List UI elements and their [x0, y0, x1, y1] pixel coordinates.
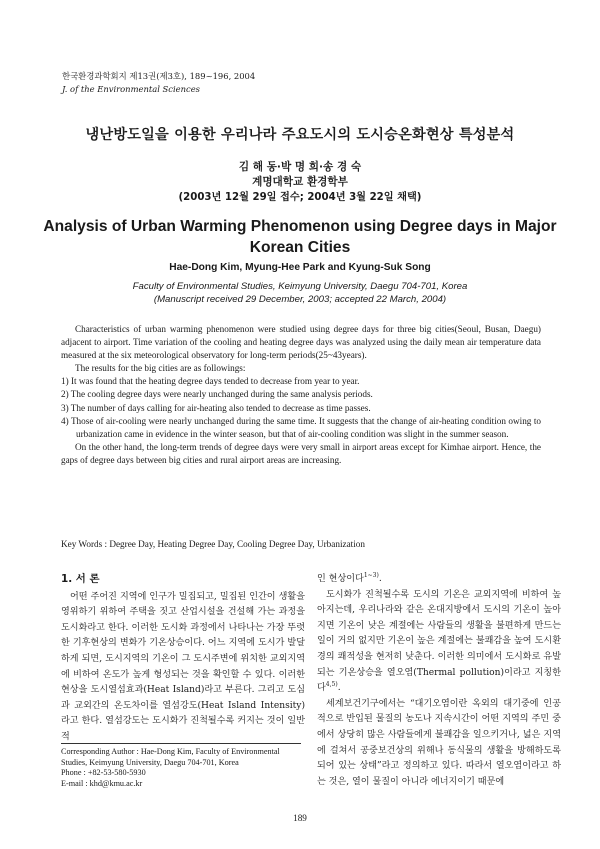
- footnote-line: Corresponding Author : Hae-Dong Kim, Faculty of Environmental: [61, 747, 280, 756]
- english-affiliation: Faculty of Environmental Studies, Keimyung University, Daegu 704-701, Korea: [132, 281, 468, 292]
- abstract-result-item: 4) Those of air-cooling were nearly unchanged during the same time. It suggests that the change of air-heating condition owing to urbanization came in evidence in the winter season, but that of air-cooling condition was slight in the summer season.: [61, 415, 541, 439]
- body-text: .: [337, 683, 341, 694]
- body-paragraph: [317, 588, 561, 697]
- journal-header: [62, 70, 255, 96]
- abstract-paragraph-2: The results for the big cities are as followings:: [75, 363, 246, 374]
- footnote-email: E-mail : khd@kmu.ac.kr: [61, 778, 143, 788]
- body-column-left: [61, 572, 305, 746]
- footnote-phone: Phone : +82-53-580-5930: [61, 768, 146, 778]
- english-dates: (Manuscript received 29 December, 2003; accepted 22 March, 2004): [153, 294, 447, 305]
- abstract: [61, 323, 541, 467]
- body-paragraph: 어떤 주어진 지역에 인구가 밀집되고, 밀집된 인간이 생활을 영위하기 위하여 주택을 짓고 산업시설을 건설해 가는 과정을 도시화라고 한다. 이러한 도시화 과정에서 나타나는 가장 뚜렷한 기후현상의 변화가 기온상승이다. 어느 지역에 도시가 발달하게 되면, 도시지역의 기온이 그 도시주변에 위치한 교외지역에 비하여 온도가 높게 형성되는 것을 확인할 수 있다. 이러한 현상을 도시열섬효과(Heat Island)라고 부른다. 그리고 도심과 교외간의 온도차이를 열섬강도(Heat Island Intensity)라고 한다. 열섬강도는 도시화가 진척될수록 커지는 것이 일반적: [61, 591, 305, 742]
- body-text: .: [378, 574, 382, 584]
- corresponding-author-footnote: [61, 743, 301, 789]
- korean-author-block: [0, 160, 600, 205]
- body-paragraph-continued: [317, 572, 561, 588]
- korean-authors: 김 해 동·박 명 희·송 경 숙: [238, 161, 362, 173]
- abstract-result-item: 3) The number of days calling for air-heating also tended to decrease as time passes.: [61, 402, 371, 413]
- abstract-result-item: 1) It was found that the heating degree days tended to decrease from year to year.: [61, 376, 360, 387]
- abstract-result-item: 2) The cooling degree days were nearly unchanged during the same analysis periods.: [61, 389, 373, 400]
- section-heading: 1. 서 론: [61, 573, 100, 585]
- body-column-right: [317, 572, 561, 790]
- reference-mark: 4,5): [325, 681, 338, 689]
- journal-name: J. of the Environmental Sciences: [62, 84, 200, 94]
- english-affiliation-block: [0, 280, 600, 306]
- english-authors: Hae-Dong Kim, Myung-Hee Park and Kyung-Suk Song: [169, 262, 431, 273]
- journal-citation: 한국환경과학회지 제13권(제3호), 189~196, 2004: [62, 71, 256, 81]
- body-text: 도시화가 진척될수록 도시의 기온은 교외지역에 비하여 높아지는데, 우리나라와 같은 온대지방에서 도시의 기온이 높아지면 기온이 낮은 계절에는 사람들의 생활을 불편하게 만드는 일이 거의 없지만 기온이 높은 계절에는 불쾌감을 높여 도시환경의 쾌적성을 현저히 낮춘다. 이러한 의미에서 도시화로 유발되는 기온상승을 열오염(Thermal pollution)이라고 지칭한다: [317, 589, 561, 694]
- abstract-paragraph-1: Characteristics of urban warming phenomenon were studied using degree days for three big cities(Seoul, Busan, Daegu) adjacent to airport. Time variation of the cooling and heating degree days was analyzed using the daily mean air temperature data measured at the six meteorological observatory for long-term periods(25~43years).: [61, 324, 541, 361]
- reference-mark: 1~3): [363, 571, 379, 579]
- korean-dates: (2003년 12월 29일 접수; 2004년 3월 22일 채택): [178, 192, 422, 203]
- abstract-paragraph-3: On the other hand, the long-term trends of degree days were very small in airport areas except for Kimhae airport. Hence, the gaps of degree days between big cities and rural airport areas are increasing.: [61, 441, 541, 465]
- body-text: 인 현상이다: [317, 574, 364, 584]
- korean-affiliation: 계명대학교 환경학부: [252, 176, 348, 188]
- keywords: Key Words : Degree Day, Heating Degree Day, Cooling Degree Day, Urbanization: [61, 539, 365, 549]
- page-number: 189: [293, 813, 307, 823]
- footnote-line: Studies, Keimyung University, Daegu 704-701, Korea: [61, 757, 239, 767]
- english-title: Analysis of Urban Warming Phenomenon using Degree days in Major Korean Cities: [43, 218, 557, 256]
- body-paragraph: 세계보건기구에서는 “대기오염이란 옥외의 대기중에 인공적으로 반입된 물질의 농도나 지속시간이 어떤 지역의 주민 중에서 상당히 많은 사람들에게 불쾌감을 일으키거나, 넓은 지역에 걸쳐서 공중보건상의 위해나 동식물의 생활을 방해하도록 되어 있는 상태”라고 정의하고 있다. 따라서 열오염이라고 하는 것은, 열이 물질이 아니라 에너지이기 때문에: [317, 698, 561, 787]
- korean-title: 냉난방도일을 이용한 우리나라 주요도시의 도시승온화현상 특성분석: [85, 127, 515, 143]
